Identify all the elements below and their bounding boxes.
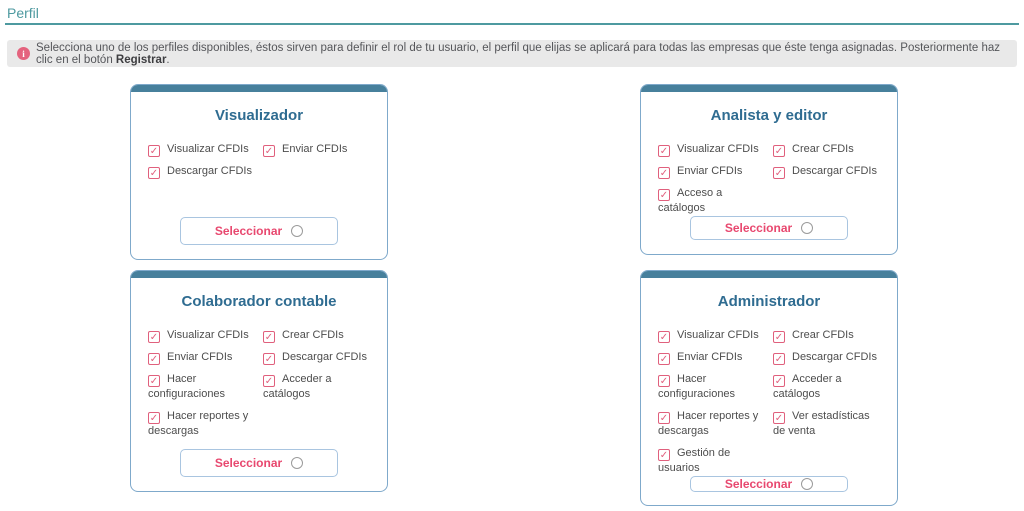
- info-icon: i: [17, 47, 30, 60]
- feature-item: [658, 328, 765, 343]
- select-button-label: Seleccionar: [724, 221, 793, 235]
- feature-label: Descargar CFDIs: [792, 165, 877, 177]
- feature-item: [773, 350, 880, 365]
- title-divider: [5, 23, 1019, 25]
- profile-card-visualizador: [130, 84, 388, 260]
- feature-label: Acceder a catálogos: [263, 373, 332, 400]
- checkbox-checked-icon[interactable]: ✓: [774, 354, 784, 365]
- checkbox-checked-icon[interactable]: ✓: [264, 354, 274, 365]
- checkbox-checked-icon[interactable]: ✓: [659, 354, 669, 365]
- profile-card-colaborador-contable: [130, 270, 388, 492]
- checkbox-checked-icon[interactable]: ✓: [149, 146, 159, 157]
- feature-item: [148, 328, 255, 343]
- info-banner: [7, 40, 1017, 67]
- feature-item: [773, 328, 880, 343]
- feature-label: Hacer reportes y descargas: [658, 410, 759, 437]
- radio-unselected-icon: [801, 222, 813, 234]
- feature-label: Enviar CFDIs: [282, 143, 348, 155]
- select-button-label: Seleccionar: [214, 224, 283, 238]
- feature-label: Crear CFDIs: [792, 329, 854, 341]
- feature-item: [773, 372, 880, 402]
- feature-label: Gestión de usuarios: [658, 447, 731, 474]
- feature-item: [658, 142, 765, 157]
- feature-label: Ver estadísticas de venta: [773, 410, 870, 437]
- select-button[interactable]: [180, 449, 338, 477]
- checkbox-checked-icon[interactable]: ✓: [659, 146, 669, 157]
- feature-item: [148, 142, 255, 157]
- checkbox-checked-icon[interactable]: ✓: [149, 354, 159, 365]
- checkbox-checked-icon[interactable]: ✓: [149, 168, 159, 179]
- checkbox-checked-icon[interactable]: ✓: [149, 376, 159, 387]
- checkbox-checked-icon[interactable]: ✓: [774, 376, 784, 387]
- feature-item: [263, 350, 370, 365]
- banner-bold-text: Registrar: [115, 53, 167, 66]
- feature-label: Enviar CFDIs: [167, 351, 233, 363]
- page-title: Perfil: [7, 5, 39, 21]
- feature-list: [641, 142, 897, 216]
- card-title: Analista y editor: [710, 107, 828, 124]
- profile-card-administrador: [640, 270, 898, 506]
- feature-item: [263, 328, 370, 343]
- feature-item: [148, 409, 255, 439]
- feature-list: [131, 142, 387, 179]
- checkbox-checked-icon[interactable]: ✓: [264, 146, 274, 157]
- card-header-strip: [130, 84, 388, 92]
- feature-item: [773, 142, 880, 157]
- feature-label: Enviar CFDIs: [677, 165, 743, 177]
- feature-item: [148, 372, 255, 402]
- select-button-label: Seleccionar: [724, 477, 793, 491]
- checkbox-checked-icon[interactable]: ✓: [659, 168, 669, 179]
- feature-item: [658, 372, 765, 402]
- select-button[interactable]: [690, 476, 848, 492]
- feature-label: Crear CFDIs: [792, 143, 854, 155]
- select-button[interactable]: [690, 216, 848, 240]
- radio-unselected-icon: [291, 457, 303, 469]
- feature-item: [773, 164, 880, 179]
- profile-card-analista-y-editor: [640, 84, 898, 255]
- feature-item: [658, 164, 765, 179]
- feature-item: [263, 142, 370, 157]
- feature-label: Acceder a catálogos: [773, 373, 842, 400]
- select-button[interactable]: [180, 217, 338, 245]
- checkbox-checked-icon[interactable]: ✓: [659, 376, 669, 387]
- feature-item: [658, 409, 765, 439]
- checkbox-checked-icon[interactable]: ✓: [774, 413, 784, 424]
- card-header-strip: [640, 270, 898, 278]
- feature-label: Acceso a catálogos: [658, 187, 723, 214]
- feature-label: Hacer reportes y descargas: [148, 410, 249, 437]
- checkbox-checked-icon[interactable]: ✓: [149, 413, 159, 424]
- checkbox-checked-icon[interactable]: ✓: [659, 450, 669, 461]
- feature-label: Visualizar CFDIs: [167, 329, 249, 341]
- card-title: Visualizador: [214, 107, 304, 124]
- radio-unselected-icon: [291, 225, 303, 237]
- feature-item: [148, 350, 255, 365]
- feature-item: [263, 372, 370, 402]
- feature-label: Visualizar CFDIs: [677, 143, 759, 155]
- feature-label: Descargar CFDIs: [282, 351, 367, 363]
- card-title: Colaborador contable: [181, 293, 337, 310]
- feature-label: Hacer configuraciones: [148, 373, 226, 400]
- feature-label: Hacer configuraciones: [658, 373, 736, 400]
- banner-text: Selecciona uno de los perfiles disponibles, éstos sirven para definir el rol de tu usuario, el perfil que elijas se aplicará para todas las empresas que éste tenga asignadas. Posteriormente haz clic en el botón Registrar.: [36, 41, 1001, 66]
- feature-label: Enviar CFDIs: [677, 351, 743, 363]
- feature-list: [641, 328, 897, 476]
- select-button-label: Seleccionar: [214, 456, 283, 470]
- feature-item: [148, 164, 255, 179]
- checkbox-checked-icon[interactable]: ✓: [659, 413, 669, 424]
- checkbox-checked-icon[interactable]: ✓: [659, 332, 669, 343]
- checkbox-checked-icon[interactable]: ✓: [774, 168, 784, 179]
- feature-item: [658, 186, 765, 216]
- card-title: Administrador: [717, 293, 821, 310]
- feature-item: [773, 409, 880, 439]
- radio-unselected-icon: [801, 478, 813, 490]
- feature-item: [658, 446, 765, 476]
- feature-label: Crear CFDIs: [282, 329, 344, 341]
- checkbox-checked-icon[interactable]: ✓: [774, 332, 784, 343]
- feature-list: [131, 328, 387, 439]
- checkbox-checked-icon[interactable]: ✓: [774, 146, 784, 157]
- checkbox-checked-icon[interactable]: ✓: [264, 332, 274, 343]
- checkbox-checked-icon[interactable]: ✓: [264, 376, 274, 387]
- checkbox-checked-icon[interactable]: ✓: [149, 332, 159, 343]
- feature-label: Descargar CFDIs: [792, 351, 877, 363]
- card-header-strip: [640, 84, 898, 92]
- feature-label: Visualizar CFDIs: [677, 329, 759, 341]
- feature-item: [658, 350, 765, 365]
- feature-label: Descargar CFDIs: [167, 165, 252, 177]
- feature-label: Visualizar CFDIs: [167, 143, 249, 155]
- card-header-strip: [130, 270, 388, 278]
- checkbox-checked-icon[interactable]: ✓: [659, 190, 669, 201]
